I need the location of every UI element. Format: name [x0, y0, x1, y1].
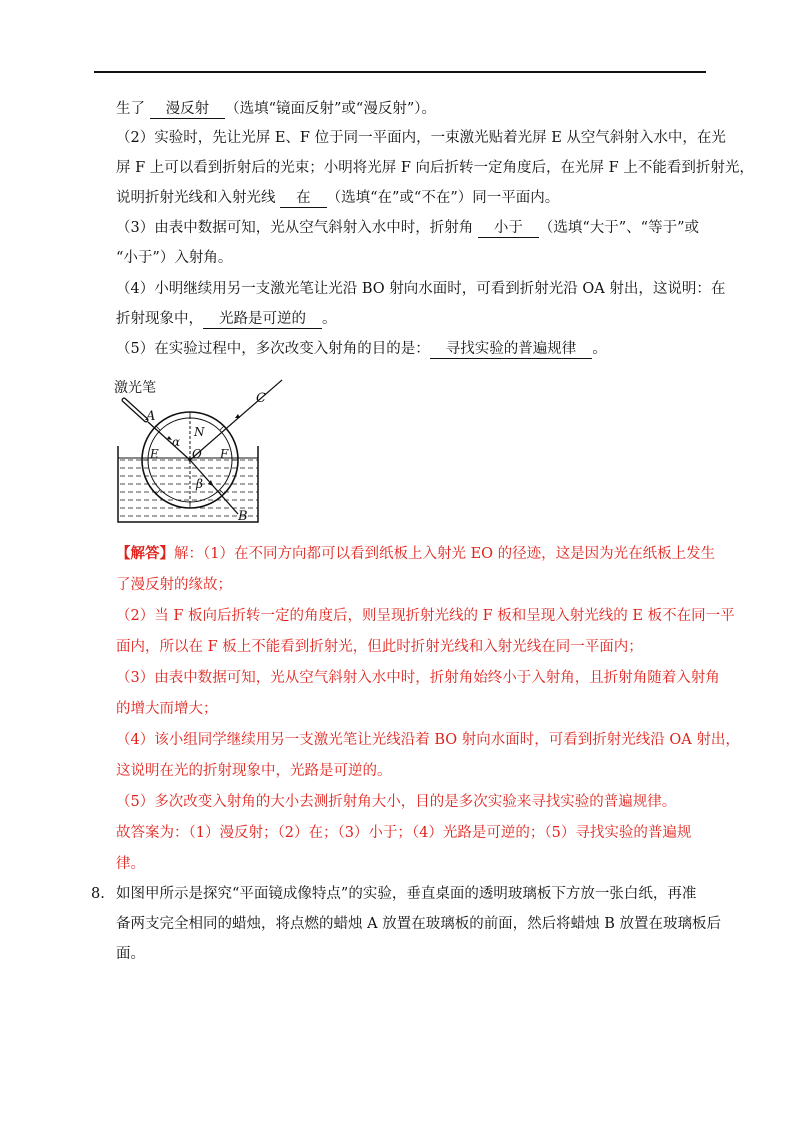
label-o: O	[192, 447, 202, 461]
answer-blank-2: 在	[280, 190, 327, 208]
q7-part3-line1	[116, 218, 699, 238]
solution-text: 解：（1）在不同方向都可以看到纸板上入射光 EO 的径迹，这是因为光在纸板上发生	[174, 546, 716, 562]
q7-part2-line1: （2）实验时，先让光屏 E、F 位于同一平面内，一束激光贴着光屏 E 从空气斜射入水中，在光	[116, 130, 726, 146]
q7-part2-after: （选填“在”或“不在”）同一平面内。	[326, 190, 560, 206]
q8-number: 8.	[91, 886, 105, 902]
answer-blank-4: 光路是可逆的	[203, 311, 322, 329]
answer-blank-1: 漫反射	[150, 101, 226, 119]
solution-tag: 【解答】	[116, 545, 174, 562]
label-b: B	[238, 509, 248, 524]
label-n: N	[194, 425, 205, 439]
q7-part4-line2	[116, 309, 337, 329]
q7-part3-line2: “小于”）入射角。	[116, 250, 233, 266]
q7-part4-line1: （4）小明继续用另一支激光笔让光沿 BO 射向水面时，可看到折射光沿 OA 射出，这说明：在	[116, 281, 726, 297]
label-e: E	[150, 447, 159, 461]
q7-part4-before: 折射现象中，	[116, 311, 203, 327]
label-c: C	[256, 391, 266, 406]
q7-part3-before: （3）由表中数据可知，光从空气斜射入水中时，折射角	[116, 220, 478, 236]
refraction-diagram	[112, 376, 312, 528]
label-a: A	[146, 409, 156, 424]
solution-line-2: 了漫反射的缘故；	[116, 577, 232, 593]
q7-part5-before: （5）在实验过程中，多次改变入射角的目的是：	[116, 341, 430, 357]
q7-part1-before: 生了	[116, 101, 150, 117]
q7-part1-line	[116, 99, 436, 119]
ray-oc-arrowhead	[235, 414, 240, 418]
solution-line-10: 故答案为：（1）漫反射；（2）在；（3）小于；（4）光路是可逆的；（5）寻找实验的普遍规	[116, 825, 692, 841]
q7-part1-after: （选填“镜面反射”或“漫反射”）。	[225, 101, 437, 117]
answer-blank-3: 小于	[478, 220, 539, 238]
solution-line-9: （5）多次改变入射角的大小去测折射角大小，目的是多次实验来寻找实验的普遍规律。	[116, 794, 677, 810]
solution-line-6: 的增大而增大；	[116, 701, 218, 717]
solution-line-5: （3）由表中数据可知，光从空气斜射入水中时，折射角始终小于入射角，且折射角随着入射角	[116, 670, 720, 686]
q7-part2-line2: 屏 F 上可以看到折射后的光束；小明将光屏 F 向后折转一定角度后，在光屏 F 上不能看到折射光，	[116, 160, 754, 176]
label-alpha: α	[172, 435, 181, 449]
solution-line-3: （2）当 F 板向后折转一定的角度后，则呈现折射光线的 F 板和呈现入射光线的 E 板不在同一平	[116, 608, 735, 624]
label-beta: β	[196, 477, 203, 491]
solution-line-8: 这说明在光的折射现象中，光路是可逆的。	[116, 763, 392, 779]
answer-blank-5: 寻找实验的普遍规律	[430, 341, 593, 359]
q7-part4-after: 。	[322, 311, 337, 327]
q8-line-3: 面。	[116, 946, 145, 962]
laser-label: 激光笔	[114, 379, 156, 395]
q7-part2-before: 说明折射光线和入射光线	[116, 190, 281, 206]
q7-part3-after: （选填“大于”、“等于”或	[538, 220, 699, 236]
solution-line-7: （4）该小组同学继续用另一支激光笔让光线沿着 BO 射向水面时，可看到折射光线沿 OA 射出，	[116, 732, 740, 748]
solution-line-11: 律。	[116, 856, 145, 872]
q8-line-2: 备两支完全相同的蜡烛，将点燃的蜡烛 A 放置在玻璃板的前面，然后将蜡烛 B 放置在玻璃板后	[116, 916, 722, 932]
q7-part5-line	[116, 339, 607, 359]
solution-line-1	[116, 544, 715, 564]
label-f: F	[220, 447, 229, 461]
q8-line-1: 如图甲所示是探究“平面镜成像特点”的实验，垂直桌面的透明玻璃板下方放一张白纸，再准	[116, 886, 697, 902]
q7-part2-line3	[116, 188, 559, 208]
solution-line-4: 面内，所以在 F 板上不能看到折射光，但此时折射光线和入射光线在同一平面内；	[116, 639, 643, 655]
q7-part5-after: 。	[592, 341, 607, 357]
header-rule	[94, 71, 706, 73]
